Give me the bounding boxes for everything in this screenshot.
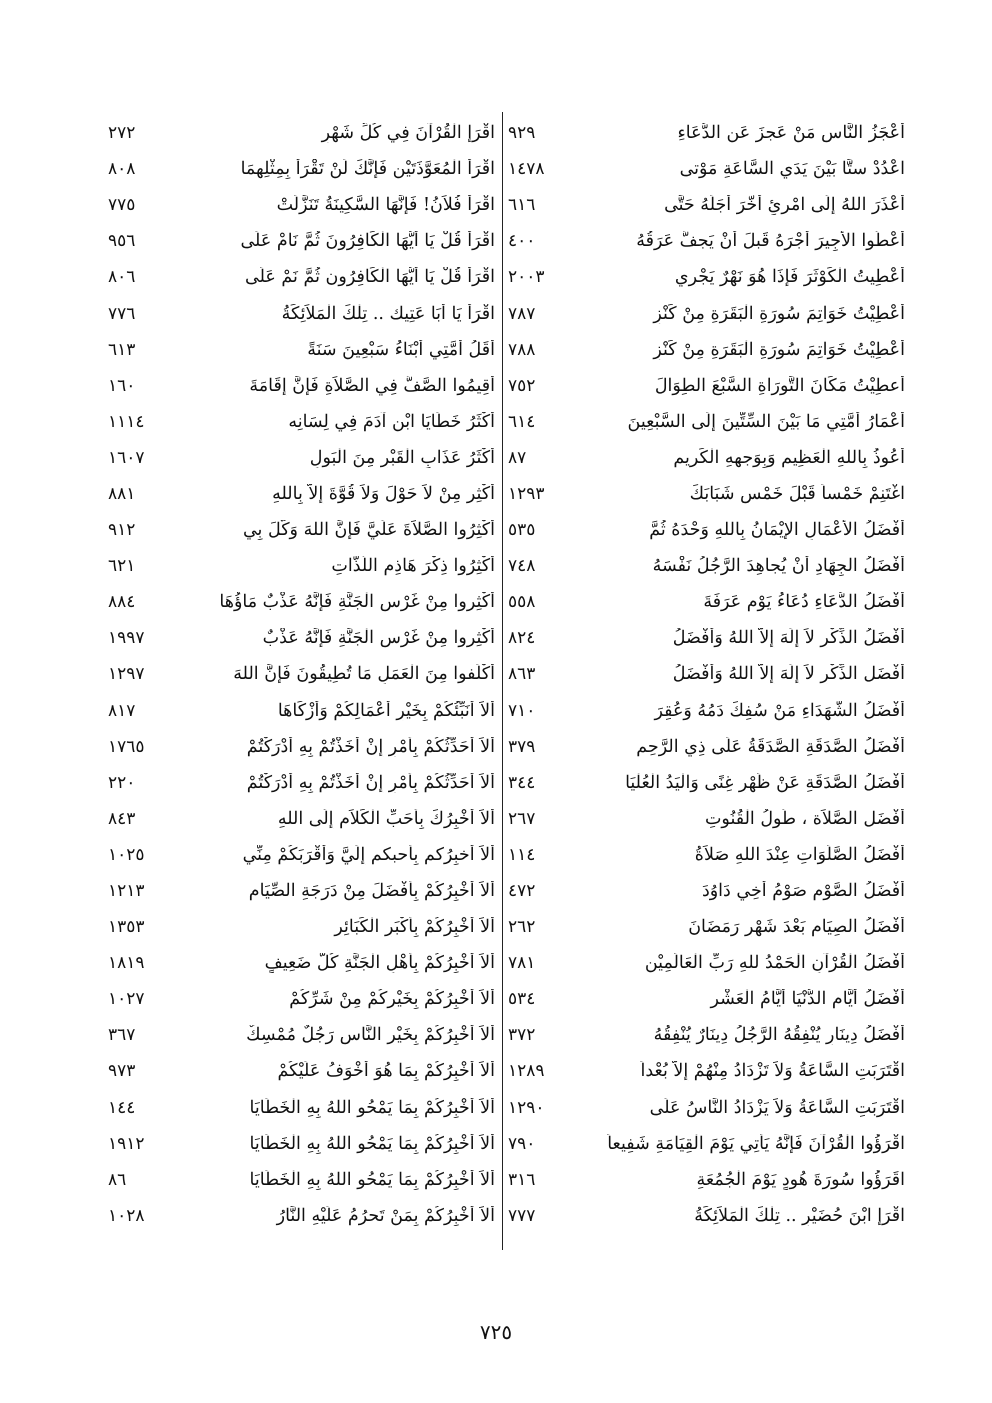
index-entry <box>108 729 495 765</box>
index-entry <box>108 1126 495 1162</box>
index-entry <box>508 548 905 584</box>
entry-text: أَكْثِر مِنْ لاَ حَوْلَ وَلاَ قُوَّةَ إِلاَّ بِاللهِ <box>272 483 495 504</box>
entry-text: أَقِيمُوا الصَّفَّ فِي الصَّلاَةِ فَإِنَّ إِقَامَةَ <box>249 375 495 396</box>
entry-text: أُعْطِيتُ الْكَوْثَرَ فَإِذَا هُوَ نَهْرٌ يَجْرِي <box>674 267 905 288</box>
index-entry <box>108 368 495 404</box>
index-entry <box>108 259 495 295</box>
entry-number: ١٢٩٣ <box>508 483 545 504</box>
index-entry <box>508 1126 905 1162</box>
entry-number: ٨٨١ <box>108 483 136 504</box>
entry-number: ١٤٧٨ <box>508 159 545 180</box>
index-entry <box>108 548 495 584</box>
entry-number: ٦١٣ <box>108 339 136 360</box>
entry-number: ٢٧٢ <box>108 123 136 144</box>
entry-text: أَكْثِرُوا ذِكْرَ هَاذِمِ اللَّذَّاتِ <box>331 556 495 577</box>
entry-text: أَفْضَلُ الصِيَامِ بَعْدَ شَهْرِ رَمَضَانَ <box>688 917 905 938</box>
index-entry <box>108 151 495 187</box>
entry-number: ١٩٩٧ <box>108 628 145 649</box>
entry-text: اقْرَأْ قُلْ يَا أَيُّهَا الْكَافِرُونَ ثُمَّ نَامْ عَلَى <box>240 231 495 252</box>
entry-text: اغْتَنِمْ خَمْساً قَبْلَ خَمْسٍ شَبَابَكَ <box>689 483 905 504</box>
entry-text: أَلاَ أُخْبِرُكُمْ بِأَفْضَلَ مِنْ دَرَجَةِ الصِّيَامِ <box>248 881 495 902</box>
entry-text: أَلاَ أُخبِرُكم بِأَحبكم إِلَيَّ وَأَقْرَبَكُمْ مِنِّي <box>242 844 495 865</box>
entry-number: ١٨١٩ <box>108 953 145 974</box>
entry-text: اقْرَأْ فُلاَنُ! فَإِنَّهَا السَّكِينَةُ تَنَزَّلَتْ <box>276 195 495 216</box>
entry-text: أَكْثَرُ عَذَابِ الْقَبْرِ مِنَ الْبَولِ <box>309 447 495 468</box>
index-entry <box>108 1017 495 1053</box>
entry-text: أَلاَ أُنَبِّئُكُمْ بِخَيْرِ أَعْمَالِكُمْ وَأَزْكَاهَا <box>277 700 495 721</box>
index-entry <box>508 440 905 476</box>
entry-text: أَفْضَلُ الذِّكْرِ لاَ إِلَهَ إِلاَّ اللهُ وَأَفْضَلُ <box>672 628 905 649</box>
entry-number: ٧٨١ <box>508 953 536 974</box>
entry-text: أُعْطِيْتُ خَوَاتِمَ سُورَةِ الْبَقَرَةِ مِنْ كَنْزٍ <box>653 303 905 324</box>
entry-number: ٧٥٢ <box>508 375 536 396</box>
entry-text: أَفْضَل الصَّلاَة ، طُولُ الْقُنُوتِ <box>704 808 905 829</box>
entry-text: أَعْجَزُ النَّاسِ مَنْ عَجزَ عَنِ الدُّعَاءِ <box>677 123 905 144</box>
entry-text: أَفْضَلُ دِينَارٍ يُنْفِقُهُ الرَّجُلُ دِينَارٌ يُنْفِقُهُ <box>653 1025 905 1046</box>
entry-number: ٨٧ <box>508 447 527 468</box>
index-entry <box>108 765 495 801</box>
entry-text: أَفْضَلُ الدُّعَاءِ دُعَاءُ يَوْمِ عَرَفَةَ <box>703 592 905 613</box>
index-entry <box>108 981 495 1017</box>
index-entry <box>508 729 905 765</box>
entry-number: ٥٣٤ <box>508 989 536 1010</box>
entry-number: ١١٤ <box>508 844 536 865</box>
index-entry <box>508 584 905 620</box>
index-entry <box>108 476 495 512</box>
entry-number: ٧٤٨ <box>508 556 536 577</box>
entry-number: ٣٤٤ <box>508 772 536 793</box>
index-entry <box>508 1090 905 1126</box>
entry-number: ٨٦ <box>108 1169 127 1190</box>
entry-text: أَعُوذُ بِاللهِ الْعَظِيمِ وَبِوَجهِهِ الْكَرِيمِ <box>673 447 905 468</box>
entry-text: اقْتَرَبَتِ السَّاعَةُ وَلاَ تَزْدَادُ مِنْهُمْ إِلاَّ بُعْداً <box>640 1061 905 1082</box>
entry-number: ٣١٦ <box>508 1169 536 1190</box>
entry-number: ٨٦٣ <box>508 664 536 685</box>
entry-text: أَفْضَلُ الأَعْمَالِ الإِيْمَانُ بِاللهِ وَحْدَهُ ثُمَّ <box>649 520 905 541</box>
entry-text: اقْرَأْ قُلْ يَا أَيُّهَا الْكَافِرُون ثُمَّ نَمْ عَلَى <box>244 267 495 288</box>
entry-text: أَلاَ أُخْبِرُكُمْ بِمَا يَمْحُو اللهُ بِهِ الْخَطَايَا <box>249 1169 495 1190</box>
entry-number: ٨٢٤ <box>508 628 536 649</box>
entry-number: ٧٨٧ <box>508 303 536 324</box>
entry-text: أَلاَ أُخْبِرُكُمْ بِخَيْرِ النَّاسِ رَجُلٌ مُمْسِكٌ <box>246 1025 495 1046</box>
entry-text: أَفْضَلُ الشُّهَدَاءِ مَنْ سُفِكَ دَمُهُ وَعُقِرَ <box>654 700 905 721</box>
entry-number: ٨٠٨ <box>108 159 136 180</box>
entry-text: أَعْذَرَ اللهُ إِلَى امْرِئٍ أَخَّرَ أَجَلَهُ حَتَّى <box>664 195 905 216</box>
index-entry <box>108 584 495 620</box>
index-entry <box>108 1090 495 1126</box>
index-entry <box>108 223 495 259</box>
index-entry <box>508 620 905 656</box>
index-entry <box>508 1053 905 1089</box>
entry-number: ٦٢١ <box>108 556 136 577</box>
index-entry <box>508 981 905 1017</box>
entry-number: ٧٧٧ <box>508 1205 536 1226</box>
index-entry <box>108 693 495 729</box>
index-entry <box>108 620 495 656</box>
index-entry <box>508 404 905 440</box>
entry-text: اقْرَأْ يَا أَبَا عَتِيك .. تِلْكَ الْمَلاَئِكَةُ <box>281 303 495 324</box>
index-entry <box>508 512 905 548</box>
entry-number: ٧٩٠ <box>508 1133 536 1154</box>
entry-text: أَلاَ أُحَدِّثُكُمْ بِأَمْرٍ إِنْ أَخَذْتُمْ بِهِ أَدْرَكْتُمْ <box>246 772 495 793</box>
entry-text: اقْرَأْ الْمُعَوَّذَتَيْنِ فَإِنَّكَ لَنْ تَقْرَأْ بِمِثْلِهِمَا <box>240 159 495 180</box>
entry-number: ٨١٧ <box>108 700 136 721</box>
entry-number: ٤٠٠ <box>508 231 536 252</box>
entry-number: ٢٢٠ <box>108 772 136 793</box>
index-entry <box>508 1017 905 1053</box>
index-entry <box>108 440 495 476</box>
index-entry <box>108 801 495 837</box>
entry-number: ١١١٤ <box>108 411 145 432</box>
entry-number: ١٠٢٨ <box>108 1205 145 1226</box>
entry-text: أَفْضَلُ الصَّدَقَةِ الصَّدَقَةُ عَلَى ذِي الرَّحِمِ <box>636 736 905 757</box>
entry-text: أَكْثِرُوا الصَّلاَةَ عَلَيَّ فَإِنَّ اللهَ وَكَّلَ بِي <box>242 520 495 541</box>
entry-text: أَكْثَرُ خَطَايَا ابْنِ آدَمَ فِي لِسَانِه <box>288 411 495 432</box>
index-entry <box>108 332 495 368</box>
entry-text: أَفْضَلُ الصَّوْمِ صَوْمُ أَخِي دَاوُدَ <box>701 881 905 902</box>
entry-text: اعْدُدْ ستًّا بَيْنَ يَدَي السَّاعَةِ مَوْتى <box>679 159 905 180</box>
entry-text: أَفْضَل الذِّكْرِ لاَ إِلَهَ إِلاَّ اللهُ وَأَفْضَلُ <box>672 664 905 685</box>
page-number: ٧٢٥ <box>479 1320 513 1344</box>
index-entry <box>508 765 905 801</box>
entry-number: ٤٧٢ <box>508 881 536 902</box>
entry-text: اقْتَرَبَتِ السَّاعَةُ وَلاَ يَزْدَادُ النَّاسُ عَلَى <box>649 1097 905 1118</box>
entry-number: ٥٥٨ <box>508 592 536 613</box>
index-entry <box>108 187 495 223</box>
entry-number: ٦١٦ <box>508 195 536 216</box>
entry-text: أَلاَ أُخْبِرُكُمْ بِمَا هُوَ أَخْوَفُ عَلَيْكُمْ <box>277 1061 495 1082</box>
index-entry <box>508 151 905 187</box>
index-entry <box>108 512 495 548</box>
entry-text: أَعْمَارُ أُمَّتِي مَا بَيْنَ السِّتِّينَ إِلَى السَّبْعِينَ <box>627 411 905 432</box>
index-entry <box>508 368 905 404</box>
entry-text: اقْرَإِ الْقُرْآنَ فِي كُلِّ شَهْرٍ <box>321 123 495 144</box>
entry-number: ١٠٢٥ <box>108 844 145 865</box>
index-entry <box>108 656 495 692</box>
entry-number: ٥٣٥ <box>508 520 536 541</box>
index-entry <box>108 295 495 331</box>
entry-number: ٩٥٦ <box>108 231 136 252</box>
entry-number: ٩١٢ <box>108 520 136 541</box>
entry-text: أَلاَ أُخْبِرُكُمْ بِمَا يَمْحُو اللهُ بِهِ الْخَطَايَا <box>249 1097 495 1118</box>
column-divider <box>502 112 503 1250</box>
index-entry <box>508 1162 905 1198</box>
entry-number: ٨٤٣ <box>108 808 136 829</box>
entry-text: أَعْطُوا الأَجِيرَ أَجْرَهُ قَبلَ أَنْ يَجفَّ عَرَقُهُ <box>636 231 905 252</box>
index-entry <box>508 873 905 909</box>
entry-number: ٣٧٩ <box>508 736 536 757</box>
index-entry <box>108 837 495 873</box>
entry-text: أُعطِيْتُ مَكَانَ التَّورَاةِ السَّبْعَ الطِوَالَ <box>654 375 905 396</box>
entry-text: أَفْضَلُ الصَّلَوَاتِ عِنْدَ اللهِ صَلاَةُ <box>694 844 905 865</box>
index-entry <box>108 909 495 945</box>
index-entry <box>508 332 905 368</box>
index-entry <box>108 404 495 440</box>
entry-number: ٨٠٦ <box>108 267 136 288</box>
index-entry <box>108 1053 495 1089</box>
entry-number: ٢٦٧ <box>508 808 536 829</box>
index-entry <box>508 295 905 331</box>
left-column <box>108 115 495 1234</box>
entry-number: ١٦٠ <box>108 375 136 396</box>
entry-number: ٣٦٧ <box>108 1025 136 1046</box>
entry-text: أَلاَ أُحَدِّثُكُمْ بِأَمْرٍ إِنْ أَخَذْتُمْ بِهِ أَدْرَكْتُمْ <box>246 736 495 757</box>
index-entry <box>508 837 905 873</box>
entry-number: ١٠٢٧ <box>108 989 145 1010</box>
entry-number: ٢٠٠٣ <box>508 267 545 288</box>
entry-text: أَلاَ أُخْبِرُكَ بِأَحَبِّ الْكَلاَمِ إِلَى اللهِ <box>277 808 495 829</box>
entry-text: أَلاَ أُخْبِرُكُمْ بِأَكْبَرِ الْكَبَائِرِ <box>334 917 495 938</box>
entry-number: ١٩١٢ <box>108 1133 145 1154</box>
entry-number: ٣٧٢ <box>508 1025 536 1046</box>
entry-text: أَلاَ أُخْبِرُكُمْ بِمَنْ تَحرُمُ عَلَيْهِ النَّارُ <box>276 1205 495 1226</box>
entry-text: أَلاَ أُخْبِرُكُمْ بِمَا يَمْحُو اللهُ بِهِ الْخَطَايَا <box>249 1133 495 1154</box>
index-entry <box>508 259 905 295</box>
right-column <box>508 115 905 1234</box>
entry-text: أَلاَ أُخْبِرُكُمْ بِخَيْرِكُمْ مِنْ شَرِّكُمْ <box>289 989 495 1010</box>
entry-number: ١٦٠٧ <box>108 447 145 468</box>
entry-text: أَكْلَفوا مِنَ الْعَمَلِ مَا تُطِيقُونَ فَإِنَّ اللهَ <box>233 664 495 685</box>
entry-text: اقْرَؤُوا الْقُرْآنَ فَإِنَّهُ يَأْتِي يَوْمَ الْقِيَامَةِ شَفِيعاً <box>607 1133 905 1154</box>
index-entry <box>508 909 905 945</box>
entry-text: أَكْثِروا مِنْ غَرْسِ الْجَنَّةِ فَإِنَّهُ عَذْبٌ مَاؤُهَا <box>219 592 495 613</box>
entry-number: ٧٨٨ <box>508 339 536 360</box>
index-entry <box>108 873 495 909</box>
index-entry <box>108 1162 495 1198</box>
index-entry <box>508 223 905 259</box>
entry-text: اقَرَؤُوا سُورَةَ هُودٍ يَوْمَ الْجُمُعَةِ <box>696 1169 905 1190</box>
index-entry <box>508 187 905 223</box>
index-entry <box>108 945 495 981</box>
entry-number: ٨٨٤ <box>108 592 136 613</box>
entry-number: ١٣٥٣ <box>108 917 145 938</box>
entry-text: أَفْضَلُ أَيَّامِ الدُّنْيَا أَيَّامُ الْعَشْرِ <box>710 989 905 1010</box>
index-entry <box>508 115 905 151</box>
entry-text: أَقَلُ أُمَّتِي أَبْنَاءُ سَبْعِينَ سَنَةً <box>307 339 495 360</box>
entry-number: ١٤٤ <box>108 1097 136 1118</box>
entry-number: ١٢٩٧ <box>108 664 145 685</box>
index-entry <box>508 1198 905 1234</box>
entry-number: ١٧٦٥ <box>108 736 145 757</box>
entry-number: ٦١٤ <box>508 411 536 432</box>
entry-number: ١٢٩٠ <box>508 1097 545 1118</box>
entry-number: ٧٧٥ <box>108 195 136 216</box>
entry-number: ٩٧٣ <box>108 1061 136 1082</box>
entry-text: أَكْثِروا مِنْ غَرْسِ الْجَنَّةِ فَإِنَّهُ عَذْبٌ <box>262 628 495 649</box>
index-entry <box>508 945 905 981</box>
entry-number: ٧٧٦ <box>108 303 136 324</box>
entry-number: ١٢٨٩ <box>508 1061 545 1082</box>
entry-text: أَلاَ أُخْبِرُكُمْ بِأَهْلِ الْجَنَّةِ كُلُّ ضَعِيفٍ <box>264 953 495 974</box>
entry-number: ٢٦٢ <box>508 917 536 938</box>
entry-text: أَفْضَلُ الجِهَادِ أَنْ يُجاهِدَ الرَّجُلُ نَفْسَهُ <box>652 556 905 577</box>
entry-text: أُعْطِيْتُ خَوَاتِمَ سُورَةِ الْبَقَرَةِ مِنْ كَنْزٍ <box>653 339 905 360</box>
entry-text: اقْرَإِ ابْنَ حُضَيْرٍ .. تِلْكَ الْمَلاَئِكَةُ <box>694 1205 905 1226</box>
entry-number: ١٢١٣ <box>108 881 145 902</box>
index-entry <box>508 693 905 729</box>
index-entry <box>508 656 905 692</box>
entry-text: أَفْضَلُ الصَّدَقَةِ عَنْ ظَهْرِ غِنًى وَالْيَدُ الْعُلْيَا <box>625 772 905 793</box>
entry-number: ٧١٠ <box>508 700 536 721</box>
entry-number: ٩٢٩ <box>508 123 536 144</box>
entry-text: أَفْضَلُ الْقُرْآنِ الْحَمْدُ للهِ رَبِّ الْعَالَمِيْن <box>644 953 905 974</box>
index-entry <box>508 801 905 837</box>
index-entry <box>108 1198 495 1234</box>
index-entry <box>508 476 905 512</box>
index-entry <box>108 115 495 151</box>
